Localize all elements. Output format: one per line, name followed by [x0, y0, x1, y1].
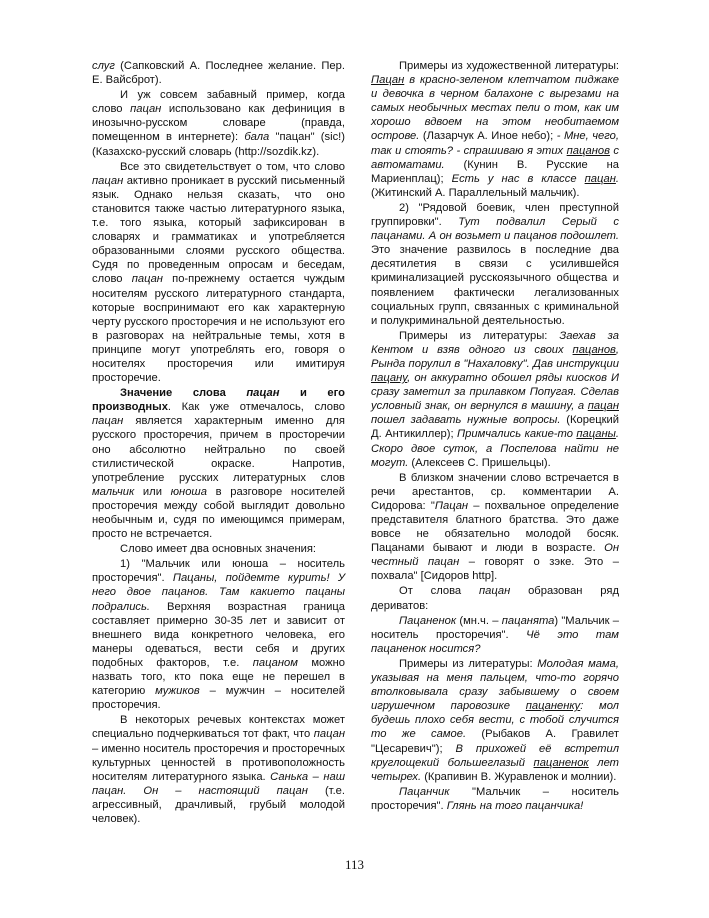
paragraph — [92, 557, 345, 712]
text-run: пацаненку — [525, 700, 581, 713]
text-run: можно назвать того, кто пока еще не перешел в категорию — [92, 656, 345, 698]
left-column — [92, 59, 345, 826]
text-run: В прихожей её встретил круглощекий большеглазый — [371, 742, 620, 769]
text-run: Есть у нас в классе — [451, 172, 585, 185]
text-run: (Крапивин В. Журавленок и молнии). — [421, 770, 617, 783]
text-run: в разговоре носителей просторечия между собой выглядит довольно необычным и, судя по имеющимся примерам, просто не встречается. — [92, 485, 345, 541]
text-run: мальчик — [92, 485, 135, 498]
text-run: И уж совсем забавный пример, когда слово — [92, 89, 345, 116]
text-run: (Корецкий Д. Антикиллер); — [371, 414, 619, 441]
text-run: Пацан — [434, 499, 469, 512]
paragraph — [371, 59, 619, 200]
text-run: является характерным именно для русского просторечия, причем в просторечии оно абсолютно нейтрально по своей стилистической окраске. Напротив, употребление русских литературных слов — [92, 415, 345, 484]
text-run: Примеры из художественной литературы: — [399, 60, 619, 72]
text-run: пацан — [313, 728, 345, 741]
text-run: пацанята — [501, 614, 555, 627]
text-run: пацан — [131, 273, 163, 286]
paragraph — [371, 329, 619, 470]
text-run: (Рыбаков А. Гравилет "Цесаревич"); — [371, 728, 620, 755]
text-run: Он честный пацан — [371, 542, 619, 569]
text-run: (Житинский А. Параллельный мальчик). — [371, 186, 580, 199]
paragraph — [371, 471, 619, 584]
text-run: 2) "Рядовой боевик, член преступной группировки". — [371, 201, 619, 229]
text-run: . Скоро двое суток, а Поспелова найти не могут. — [371, 428, 619, 469]
text-run: (Сапковский А. Последнее желание. Пер. Е. Вайсброт). — [92, 60, 345, 87]
text-run: Заехав за Кентом и взяв одного из своих — [371, 329, 619, 356]
text-run: слуг — [92, 60, 115, 72]
text-run: "пацан" (sic!) (Казахско-русский словарь (http://sozdik.kz). — [92, 131, 346, 158]
paragraph — [92, 386, 345, 541]
text-run: Пацаненок — [399, 614, 457, 627]
text-run: с автоматами. — [371, 144, 620, 171]
text-run: , Рында порулил в "Нахаловку". Дав инструкции — [371, 343, 619, 370]
text-run: Тут подвалил Серый с пацанами. А он возьмет и пацанов подошлет. — [371, 216, 619, 243]
paragraph — [92, 59, 345, 87]
text-run: (мн.ч. – — [456, 614, 502, 627]
text-run: пацан — [92, 415, 124, 428]
text-run: мужиков — [155, 685, 200, 698]
text-run: Это значение развилось в последние два десятилетия в связи с усилившейся криминализацией русскоязычного общества и появлением фактически легализованных социальных групп, связанных с криминальной и полукриминальной деятельностью. — [371, 244, 619, 327]
paragraph — [371, 657, 619, 784]
text-run: – похвальное определение представителя блатного братства. Это даже вовсе не обязательно молодой босяк. Пацанами бывают и люди в возрасте. — [371, 499, 619, 555]
text-run: Пацаны, пойдемте курить! У него двое пацанов. Там какието пацаны подрались. — [92, 572, 345, 613]
text-run: От слова — [399, 585, 479, 598]
text-run: и его производных — [92, 387, 345, 414]
text-run: Пацан — [371, 74, 405, 87]
text-run: Примчались какие-то — [457, 428, 577, 441]
text-run: Глянь на того пацанчика! — [446, 799, 584, 812]
text-run: . — [615, 172, 619, 185]
text-run: пацан — [246, 387, 280, 400]
text-run: Молодая мама, указывая на меня пальцем, что-то горячо втолковывала сразу забывшему о своем игрушечном паровозике — [371, 657, 619, 713]
text-run: Слово имеет два основных значения: — [120, 543, 317, 556]
text-run: пацан — [130, 103, 162, 116]
text-run: Примеры из литературы: — [399, 657, 538, 670]
text-run: использовано как дефиниция в инозычно-русском словаре (правда, помещенном в интернете): — [92, 103, 345, 144]
paragraph — [92, 713, 345, 826]
text-run: пацану — [371, 372, 408, 385]
text-run: Значение слова — [120, 387, 247, 400]
right-column — [371, 59, 619, 813]
text-run: пацан — [92, 174, 124, 187]
text-run: юноша — [170, 485, 207, 498]
text-run: пацаны — [576, 428, 616, 441]
text-run: пацанов — [572, 343, 616, 356]
text-run: пацаном — [252, 656, 298, 669]
text-run: – мужчин – носителей просторечия. — [92, 685, 345, 712]
paragraph — [92, 542, 345, 556]
text-run: Примеры из литературы: — [399, 329, 560, 342]
text-run: Пацанчик — [399, 785, 450, 798]
paragraph — [92, 88, 345, 158]
text-run: пацан — [584, 172, 616, 185]
text-run: лет четырех. — [371, 756, 619, 783]
text-run: бала — [244, 131, 270, 144]
text-run: образован ряд дериватов: — [371, 585, 619, 612]
text-run: (Лазарчук А. Иное небо); — [419, 130, 557, 143]
text-run: В близком значении слово встречается в речи арестантов, ср. комментарии А. Сидорова: " — [371, 471, 619, 512]
text-run: пацан — [587, 400, 619, 413]
text-run: В некоторых речевых контекстах может специально подчеркиваться тот факт, что — [92, 714, 345, 741]
text-run: – говорят о зэке. Это – похвала" [Сидоров http]. — [371, 556, 619, 583]
text-run: (Кунин В. Русские на Мариенплац); — [371, 158, 619, 185]
text-run: по-прежнему остается чуждым носителям русского литературного стандарта, которые воспринимают его как характерную черту русского просторечия и не используют его в разговорах на нейтральные темы, хотя в принципе могут употреблять его, говоря о носителях просторечия или имитируя просторечие. — [92, 273, 345, 385]
text-run: "Мальчик – носитель просторечия". — [371, 785, 619, 812]
text-run: в красно-зеленом клетчатом пиджаке и девочка в черном балахоне с вырезами на самых необычных местах пели о том, как им хорошо вдвоем на этом необитаемом острове. — [371, 74, 619, 143]
page-number: 113 — [344, 857, 365, 872]
text-run: ) "Мальчик – носитель просторечия". — [371, 614, 619, 641]
text-run: (т.е. агрессивный, драчливый, грубый молодой человек). — [92, 784, 346, 825]
text-run: (Алексеев С. Пришельцы). — [408, 456, 551, 469]
paragraph — [371, 201, 619, 328]
text-run: Санька – наш пацан. Он – настоящий пацан — [92, 770, 346, 797]
text-run: пошел задавать нужные вопросы. — [371, 414, 561, 427]
text-run: Чё это там пацаненок носится? — [371, 628, 619, 655]
text-run: 1) "Мальчик или юноша – носитель просторечия". — [92, 558, 345, 585]
text-run: . Как уже отмечалось, слово — [167, 401, 345, 414]
text-run: или — [134, 485, 171, 498]
text-run: пацанов — [566, 144, 610, 157]
paragraph — [92, 160, 345, 386]
text-run: , он аккуратно обошел ряды киосков И сразу заметил за прилавком Попугая. Сделав условный знак, он вернулся в машину, а — [371, 372, 619, 413]
paragraph — [371, 785, 619, 813]
paragraph — [371, 614, 619, 656]
text-run: - Мне, чего, так и стоять? - спрашиваю я этих — [371, 130, 619, 157]
text-run: пацаненок — [533, 756, 589, 769]
text-run: Верхняя возрастная граница составляет примерно 30-35 лет и зависит от внешнего вида конкретного человека, его манеры одеваться, вести себя и других подобных факторов, т.е. — [92, 600, 345, 669]
text-run: пацан — [478, 585, 511, 598]
text-run: активно проникает в русский письменный язык. Однако нельзя сказать, что оно становится также частью литературного языка, т.е. того языка, который зафиксирован в словарях и грамматиках и употребляется образованными слоями русского общества. Судя по проведенным опросам и беседам, слово — [92, 174, 345, 286]
text-run: – именно носитель просторечия и просторечных культурных ценностей в противоположность носителям литературного языка. — [92, 742, 345, 783]
text-run: : мол будешь плохо себя вести, с тобой случится то же самое. — [371, 700, 619, 741]
text-run: Все это свидетельствует о том, что слово — [120, 160, 345, 173]
paragraph — [371, 584, 619, 612]
